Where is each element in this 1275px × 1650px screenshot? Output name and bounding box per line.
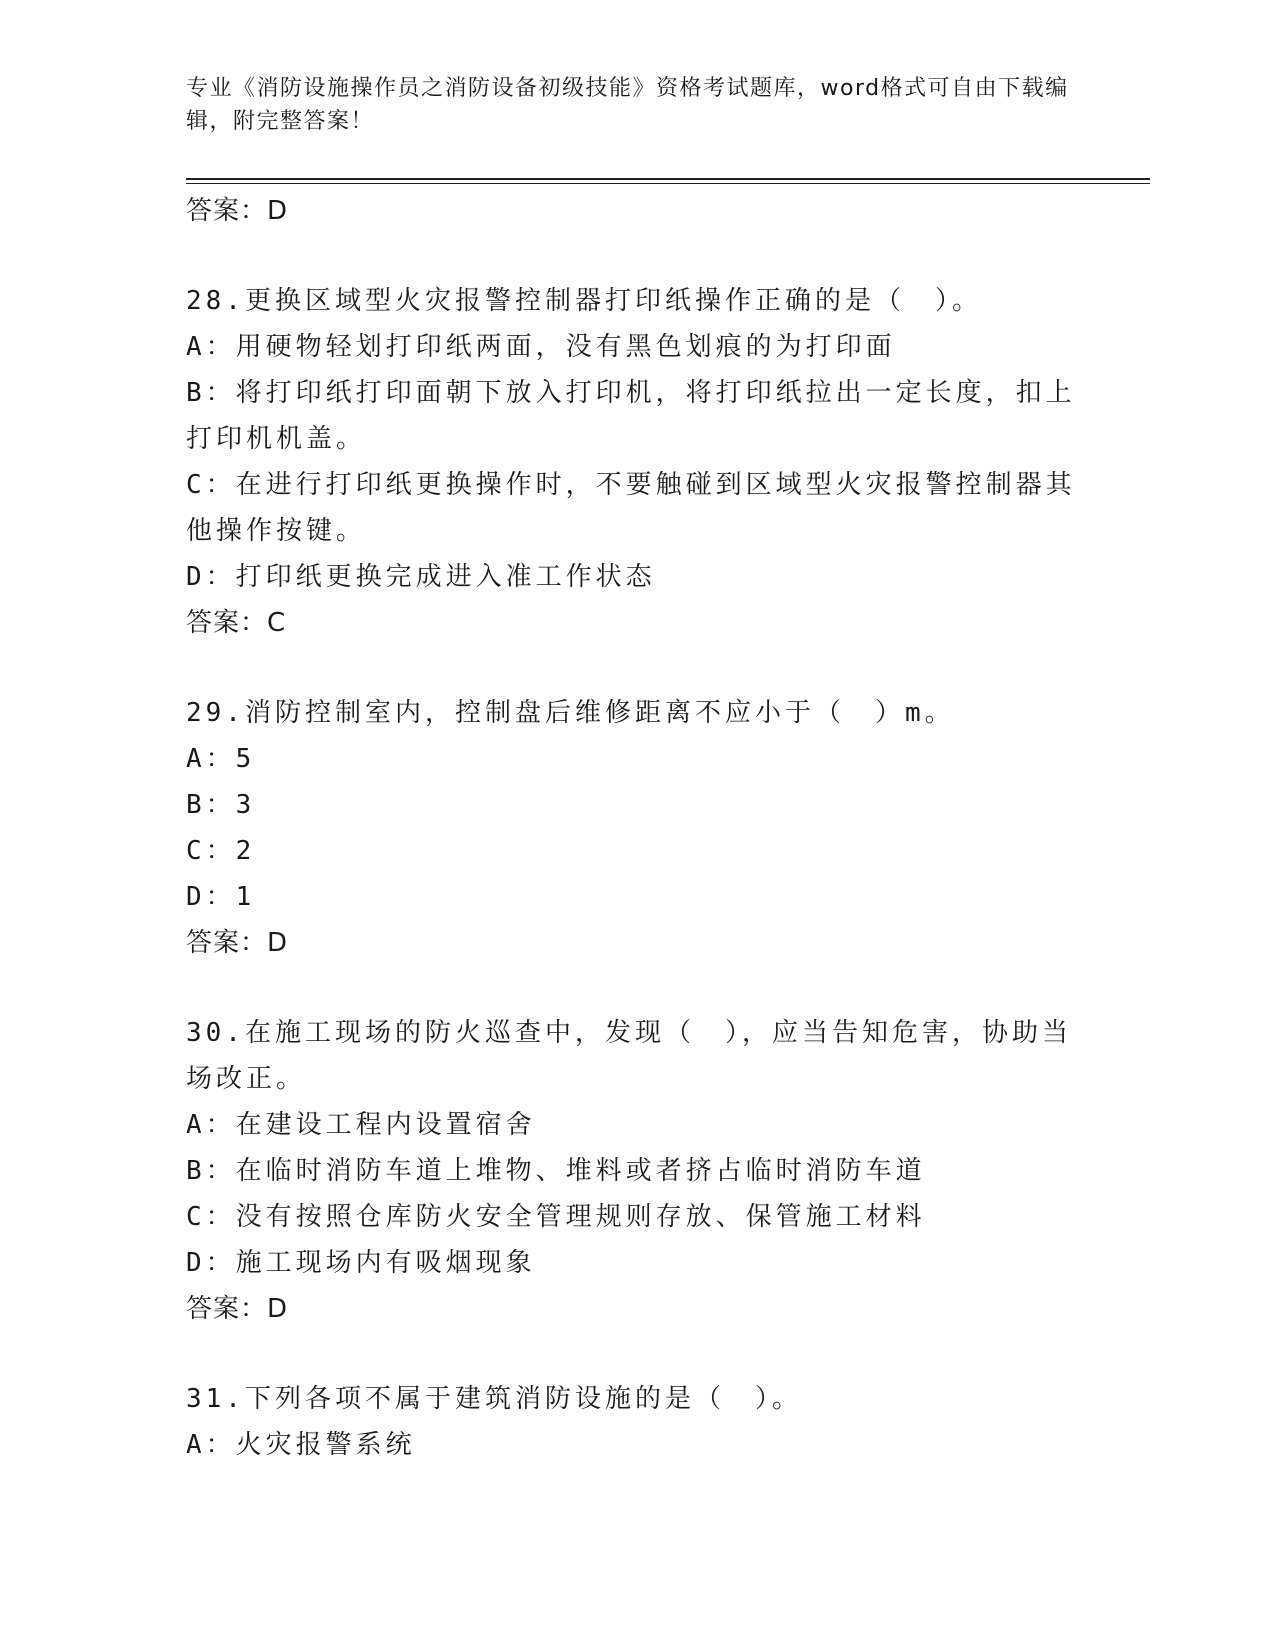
question-stem: 31.下列各项不属于建筑消防设施的是（ ）。 — [186, 1384, 802, 1414]
question-stem: 29.消防控制室内，控制盘后维修距离不应小于（ ）m。 — [186, 698, 955, 728]
spacer — [186, 646, 1086, 690]
answer-line — [186, 600, 1086, 646]
answer-line — [186, 1286, 1086, 1332]
option-b: B：将打印纸打印面朝下放入打印机，将打印纸拉出一定长度，扣上打印机机盖。 — [186, 378, 1076, 454]
option-b: B：3 — [186, 790, 256, 820]
answer-label: 答案： — [186, 928, 268, 958]
answer-value: D — [267, 196, 289, 226]
option-d: D：施工现场内有吸烟现象 — [186, 1248, 536, 1278]
page-header: 专业《消防设施操作员之消防设备初级技能》资格考试题库，word格式可自由下载编辑，附完整答案！ — [186, 76, 1069, 134]
answer-value: D — [267, 1294, 289, 1324]
answer-value: C — [267, 608, 287, 638]
question-block — [186, 1010, 1086, 1332]
option-c: C：没有按照仓库防火安全管理规则存放、保管施工材料 — [186, 1202, 926, 1232]
spacer — [186, 966, 1086, 1010]
answer-line — [186, 920, 1086, 966]
answer-value: D — [267, 928, 289, 958]
question-stem: 28.更换区域型火灾报警控制器打印纸操作正确的是（ ）。 — [186, 286, 982, 316]
option-a: A：火灾报警系统 — [186, 1430, 416, 1460]
answer-label: 答案： — [186, 196, 268, 226]
answer-label: 答案： — [186, 608, 268, 638]
option-a: A：用硬物轻划打印纸两面，没有黑色划痕的为打印面 — [186, 332, 896, 362]
option-c: C：在进行打印纸更换操作时，不要触碰到区域型火灾报警控制器其他操作按键。 — [186, 470, 1076, 546]
option-c: C：2 — [186, 836, 256, 866]
header-divider — [186, 178, 1150, 180]
question-block — [186, 1376, 1086, 1468]
option-a: A：在建设工程内设置宿舍 — [186, 1110, 536, 1140]
answer-label: 答案： — [186, 1294, 268, 1324]
header-divider-thin — [186, 183, 1150, 184]
question-block — [186, 690, 1086, 966]
answer-line — [186, 188, 1086, 234]
option-b: B：在临时消防车道上堆物、堆料或者挤占临时消防车道 — [186, 1156, 926, 1186]
option-d: D：打印纸更换完成进入准工作状态 — [186, 562, 656, 592]
spacer — [186, 1332, 1086, 1376]
option-d: D：1 — [186, 882, 256, 912]
question-block — [186, 278, 1086, 646]
spacer — [186, 234, 1086, 278]
question-list — [186, 188, 1086, 1468]
option-a: A：5 — [186, 744, 256, 774]
question-stem: 30.在施工现场的防火巡查中，发现（ ），应当告知危害，协助当场改正。 — [186, 1018, 1072, 1094]
